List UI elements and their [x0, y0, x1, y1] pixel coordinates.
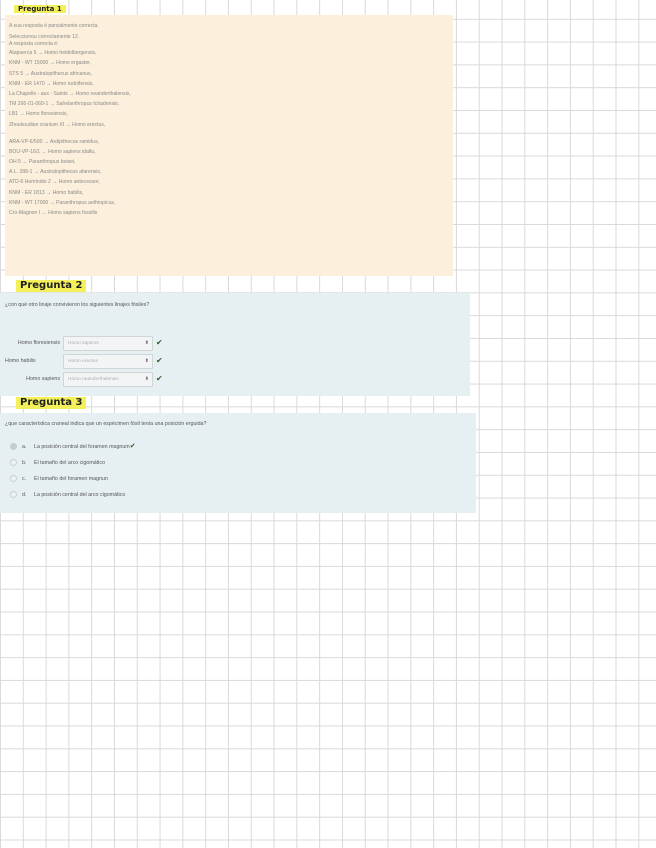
- answer-option[interactable]: [10, 442, 136, 452]
- feedback-line: BOU-VP-16/1 → Homo sapiens idaltu,: [9, 148, 96, 155]
- check-icon: ✔: [156, 338, 163, 347]
- check-icon: ✔: [129, 443, 136, 450]
- question-3-panel: [0, 413, 476, 513]
- answer-option[interactable]: [10, 490, 125, 500]
- question-2-panel: [0, 293, 470, 396]
- match-label: Homo habilis: [5, 358, 36, 364]
- match-select-value: Homo erectus: [68, 359, 98, 364]
- match-select-value: Homo sapiens: [68, 341, 99, 346]
- select-arrow-icon: ⬍: [144, 358, 149, 364]
- select-arrow-icon: ⬍: [144, 376, 149, 382]
- feedback-line: OH 5 → Paranthropus boisei,: [9, 159, 76, 166]
- option-letter: c.: [22, 476, 27, 482]
- feedback-line: A resposta correcta é:: [9, 41, 59, 48]
- answer-option[interactable]: [10, 458, 105, 468]
- select-arrow-icon: ⬍: [144, 340, 149, 346]
- question-1-feedback-panel: [5, 15, 453, 276]
- feedback-line: A.L. 288-1 → Australopithecus afarensis,: [9, 169, 102, 176]
- question-1-heading: Pregunta 1: [14, 5, 66, 13]
- feedback-line: KNM - WT 17000 → Paranthropus aethiopicus,: [9, 199, 116, 206]
- radio-button[interactable]: [10, 459, 17, 466]
- option-letter: d.: [22, 492, 27, 498]
- match-row: [0, 354, 180, 369]
- feedback-line: Zhoukoudian cranium XI → Homo erectus,: [9, 121, 106, 128]
- match-select-value: Homo neanderthalensis: [68, 377, 119, 382]
- match-select[interactable]: [63, 336, 153, 351]
- radio-button[interactable]: [10, 443, 17, 450]
- option-text: El tamaño del arco cigomático: [34, 460, 105, 466]
- radio-button[interactable]: [10, 491, 17, 498]
- option-text: La posición central del arco cigomático: [34, 492, 126, 498]
- option-text: La posición central del foramen magnum: [34, 444, 130, 450]
- match-row: [0, 336, 180, 351]
- feedback-line: STS 5 → Australopithecus africanus,: [9, 70, 92, 77]
- match-label: Homo floresiensis: [17, 340, 60, 346]
- feedback-line: Cro-Magnon I → Homo sapiens fossilis: [9, 210, 98, 216]
- radio-button[interactable]: [10, 475, 17, 482]
- question-3-heading: Pregunta 3: [16, 397, 86, 409]
- match-row: [0, 372, 180, 387]
- check-icon: ✔: [156, 356, 163, 365]
- match-select[interactable]: [63, 372, 153, 387]
- feedback-line: La Chapelle - aux - Saints → Homo neanderthalensis,: [9, 90, 131, 97]
- feedback-line: ATD-6 Homínido 2 → Homo antecessor,: [9, 179, 100, 186]
- answer-option[interactable]: [10, 474, 108, 484]
- match-select[interactable]: [63, 354, 153, 369]
- option-letter: a.: [22, 444, 27, 450]
- question-2-text: ¿con qué otro linaje convivieron los siguientes linajes fósiles?: [5, 302, 150, 308]
- feedback-line: Seleccionou correctamente 12.: [9, 34, 80, 41]
- option-text: El tamaño del foramen magnun: [34, 476, 108, 482]
- feedback-line: LB1 → Homo floresiensis,: [9, 111, 68, 118]
- feedback-line: TM 266-01-060-1 → Sahelanthropus tchadensis,: [9, 101, 120, 108]
- question-2-heading: Pregunta 2: [16, 280, 86, 292]
- feedback-line: KNM - WT 15000 → Homo ergaster,: [9, 60, 91, 67]
- feedback-line: KNM - ER 1813 → Homo habilis,: [9, 189, 84, 196]
- feedback-spacer: [9, 130, 449, 137]
- question-3-text: ¿que característica craneal indica que un espécimen fósil tenía una posición erguida?: [5, 421, 207, 427]
- option-letter: b.: [22, 460, 27, 466]
- feedback-line: Atapuerca 5 → Homo heidelbergensis,: [9, 50, 97, 57]
- match-label: Homo sapiens: [26, 376, 60, 382]
- feedback-line: ARA-VP-6/500 → Ardipithecus ramidus,: [9, 138, 100, 145]
- feedback-line: A sua resposta é parcialmente correcta.: [9, 23, 99, 29]
- check-icon: ✔: [156, 374, 163, 383]
- feedback-line: KNM - ER 1470 → Homo rudolfensis,: [9, 80, 94, 87]
